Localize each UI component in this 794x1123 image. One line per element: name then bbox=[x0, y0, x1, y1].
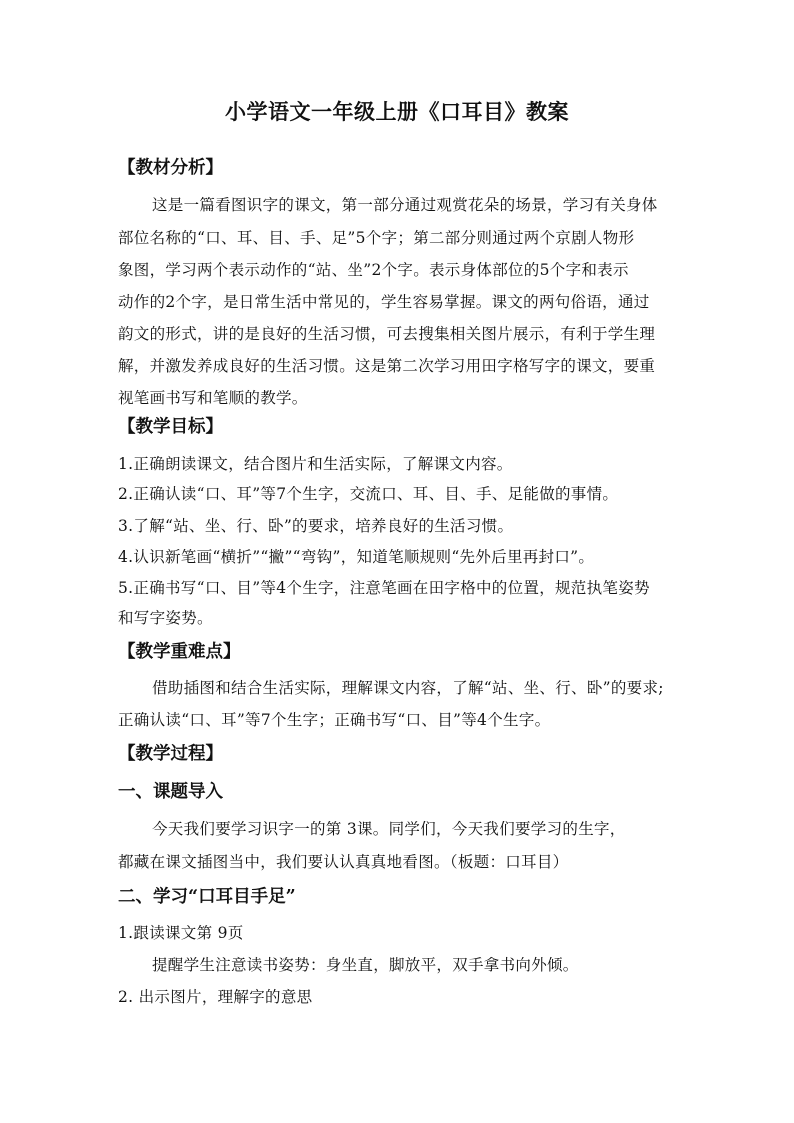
subsection-heading-intro: 一、课题导入 bbox=[118, 782, 223, 802]
section-heading-process: 【教学过程】 bbox=[118, 744, 223, 764]
paragraph-line: 都藏在课文插图当中，我们要认认真真地看图。（板题：口耳目） bbox=[118, 853, 569, 871]
step-item: 1.跟读课文第 9页 bbox=[118, 924, 244, 942]
goal-item: 3.了解“站、坐、行、卧”的要求，培养良好的生活习惯。 bbox=[118, 517, 514, 535]
paragraph-line: 今天我们要学习识字一的第 3课。同学们，今天我们要学习的生字， bbox=[152, 820, 626, 838]
paragraph-line: 部位名称的“口、耳、目、手、足”5个字；第二部分则通过两个京剧人物形 bbox=[118, 229, 635, 247]
paragraph-line: 韵文的形式，讲的是良好的生活习惯，可去搜集相关图片展示，有利于学生理 bbox=[118, 325, 656, 343]
document-title: 小学语文一年级上册《口耳目》教案 bbox=[225, 99, 569, 124]
goal-item: 1.正确朗读课文，结合图片和生活实际，了解课文内容。 bbox=[118, 455, 513, 473]
paragraph-line: 这是一篇看图识字的课文，第一部分通过观赏花朵的场景，学习有关身体 bbox=[152, 196, 658, 214]
paragraph-line: 动作的2个字，是日常生活中常见的，学生容易掌握。课文的两句俗语，通过 bbox=[118, 293, 650, 311]
step-item: 2. 出示图片，理解字的意思 bbox=[118, 988, 313, 1006]
paragraph-line: 解，并激发养成良好的生活习惯。这是第二次学习用田字格写字的课文，要重 bbox=[118, 357, 656, 375]
goal-item: 4.认识新笔画“横折”“撇”“弯钩”，知道笔顺规则“先外后里再封口”。 bbox=[118, 548, 595, 566]
paragraph-line: 正确认读“口、耳”等7个生字；正确书写“口、目”等4个生字。 bbox=[118, 711, 551, 729]
goal-item: 5.正确书写“口、目”等4个生字，注意笔画在田字格中的位置，规范执笔姿势 bbox=[118, 579, 650, 597]
paragraph-line: 视笔画书写和笔顺的教学。 bbox=[118, 389, 308, 407]
subsection-heading-study: 二、学习“口耳目手足” bbox=[118, 887, 296, 907]
paragraph-line: 提醒学生注意读书姿势：身坐直，脚放平，双手拿书向外倾。 bbox=[152, 956, 579, 974]
paragraph-line: 象图，学习两个表示动作的“站、坐”2个字。表示身体部位的5个字和表示 bbox=[118, 261, 629, 279]
paragraph-line: 借助插图和结合生活实际，理解课文内容，了解“站、坐、行、卧”的要求; bbox=[152, 679, 664, 697]
section-heading-difficulty: 【教学重难点】 bbox=[118, 642, 241, 662]
goal-item: 和写字姿势。 bbox=[118, 609, 213, 627]
section-heading-analysis: 【教材分析】 bbox=[118, 158, 223, 178]
section-heading-goals: 【教学目标】 bbox=[118, 417, 223, 437]
goal-item: 2.正确认读“口、耳”等7个生字，交流口、耳、目、手、足能做的事情。 bbox=[118, 485, 619, 503]
